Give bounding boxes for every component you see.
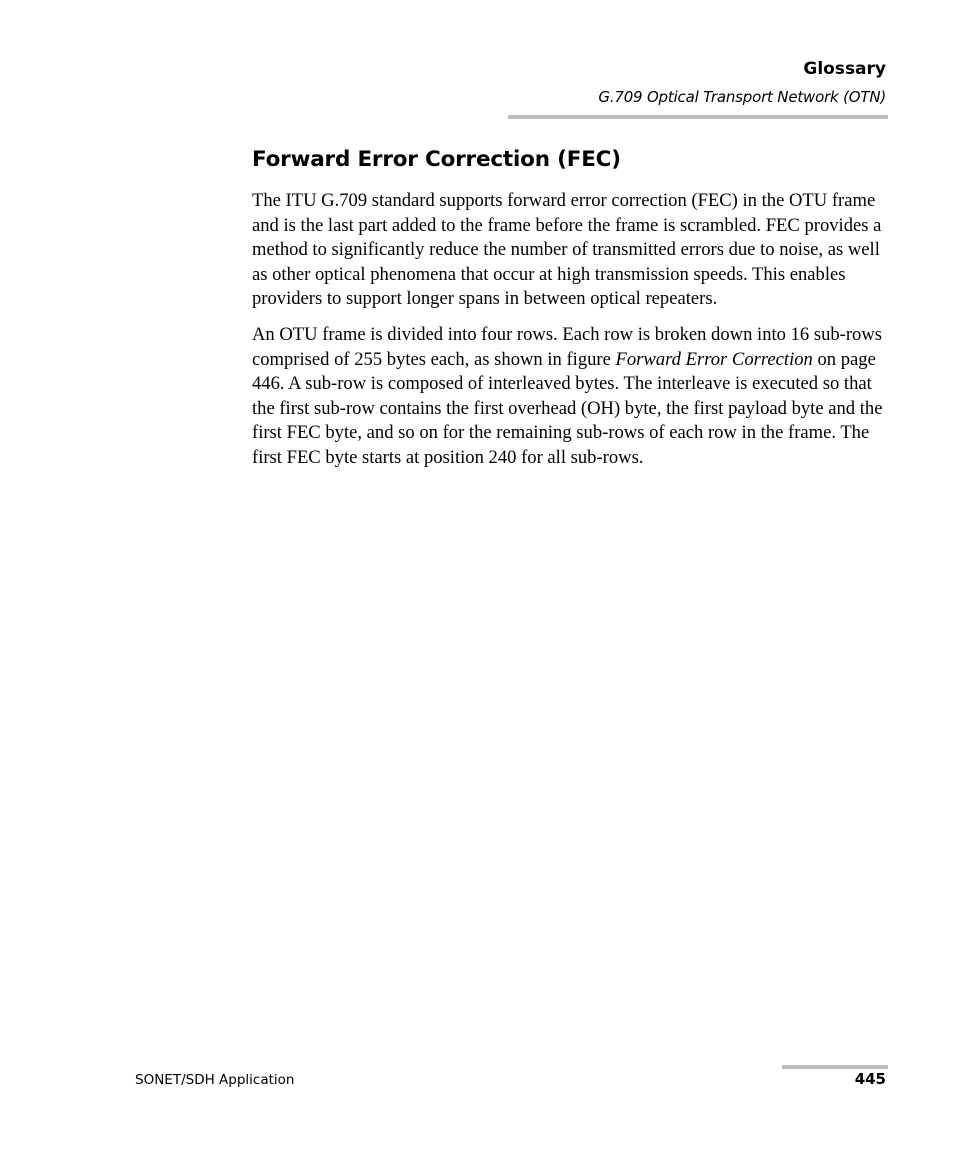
paragraph-2 — [252, 323, 888, 471]
section-title: Forward Error Correction (FEC) — [252, 147, 621, 172]
header-title: Glossary — [803, 59, 886, 79]
paragraph-2-text-after: on page 446. A sub-row is composed of interleaved bytes. The interleave is executed so that the first sub-row contains the first overhead (OH) byte, the first payload byte and the first FEC byte, and so on for the remaining sub-rows of each row in the frame. The first FEC byte starts at position 240 for all sub-rows. — [252, 348, 883, 468]
paragraph-2-text-before: An OTU frame is divided into four rows. Each row is broken down into 16 sub-rows comprised of 255 bytes each, as shown in figure — [252, 323, 883, 370]
paragraph-1: The ITU G.709 standard supports forward error correction (FEC) in the OTU frame and is the last part added to the frame before the frame is scrambled. FEC provides a method to significantly reduce the number of transmitted errors due to noise, as well as other optical phenomena that occur at high transmission speeds. This enables providers to support longer spans in between optical repeaters. — [252, 190, 882, 310]
header-divider — [508, 115, 888, 119]
figure-reference-link[interactable]: Forward Error Correction — [615, 348, 813, 370]
header-subtitle: G.709 Optical Transport Network (OTN) — [598, 88, 886, 106]
page-number: 445 — [854, 1070, 886, 1088]
main-content — [252, 143, 888, 482]
running-header — [598, 58, 886, 108]
footer-document-title: SONET/SDH Application — [135, 1072, 295, 1088]
